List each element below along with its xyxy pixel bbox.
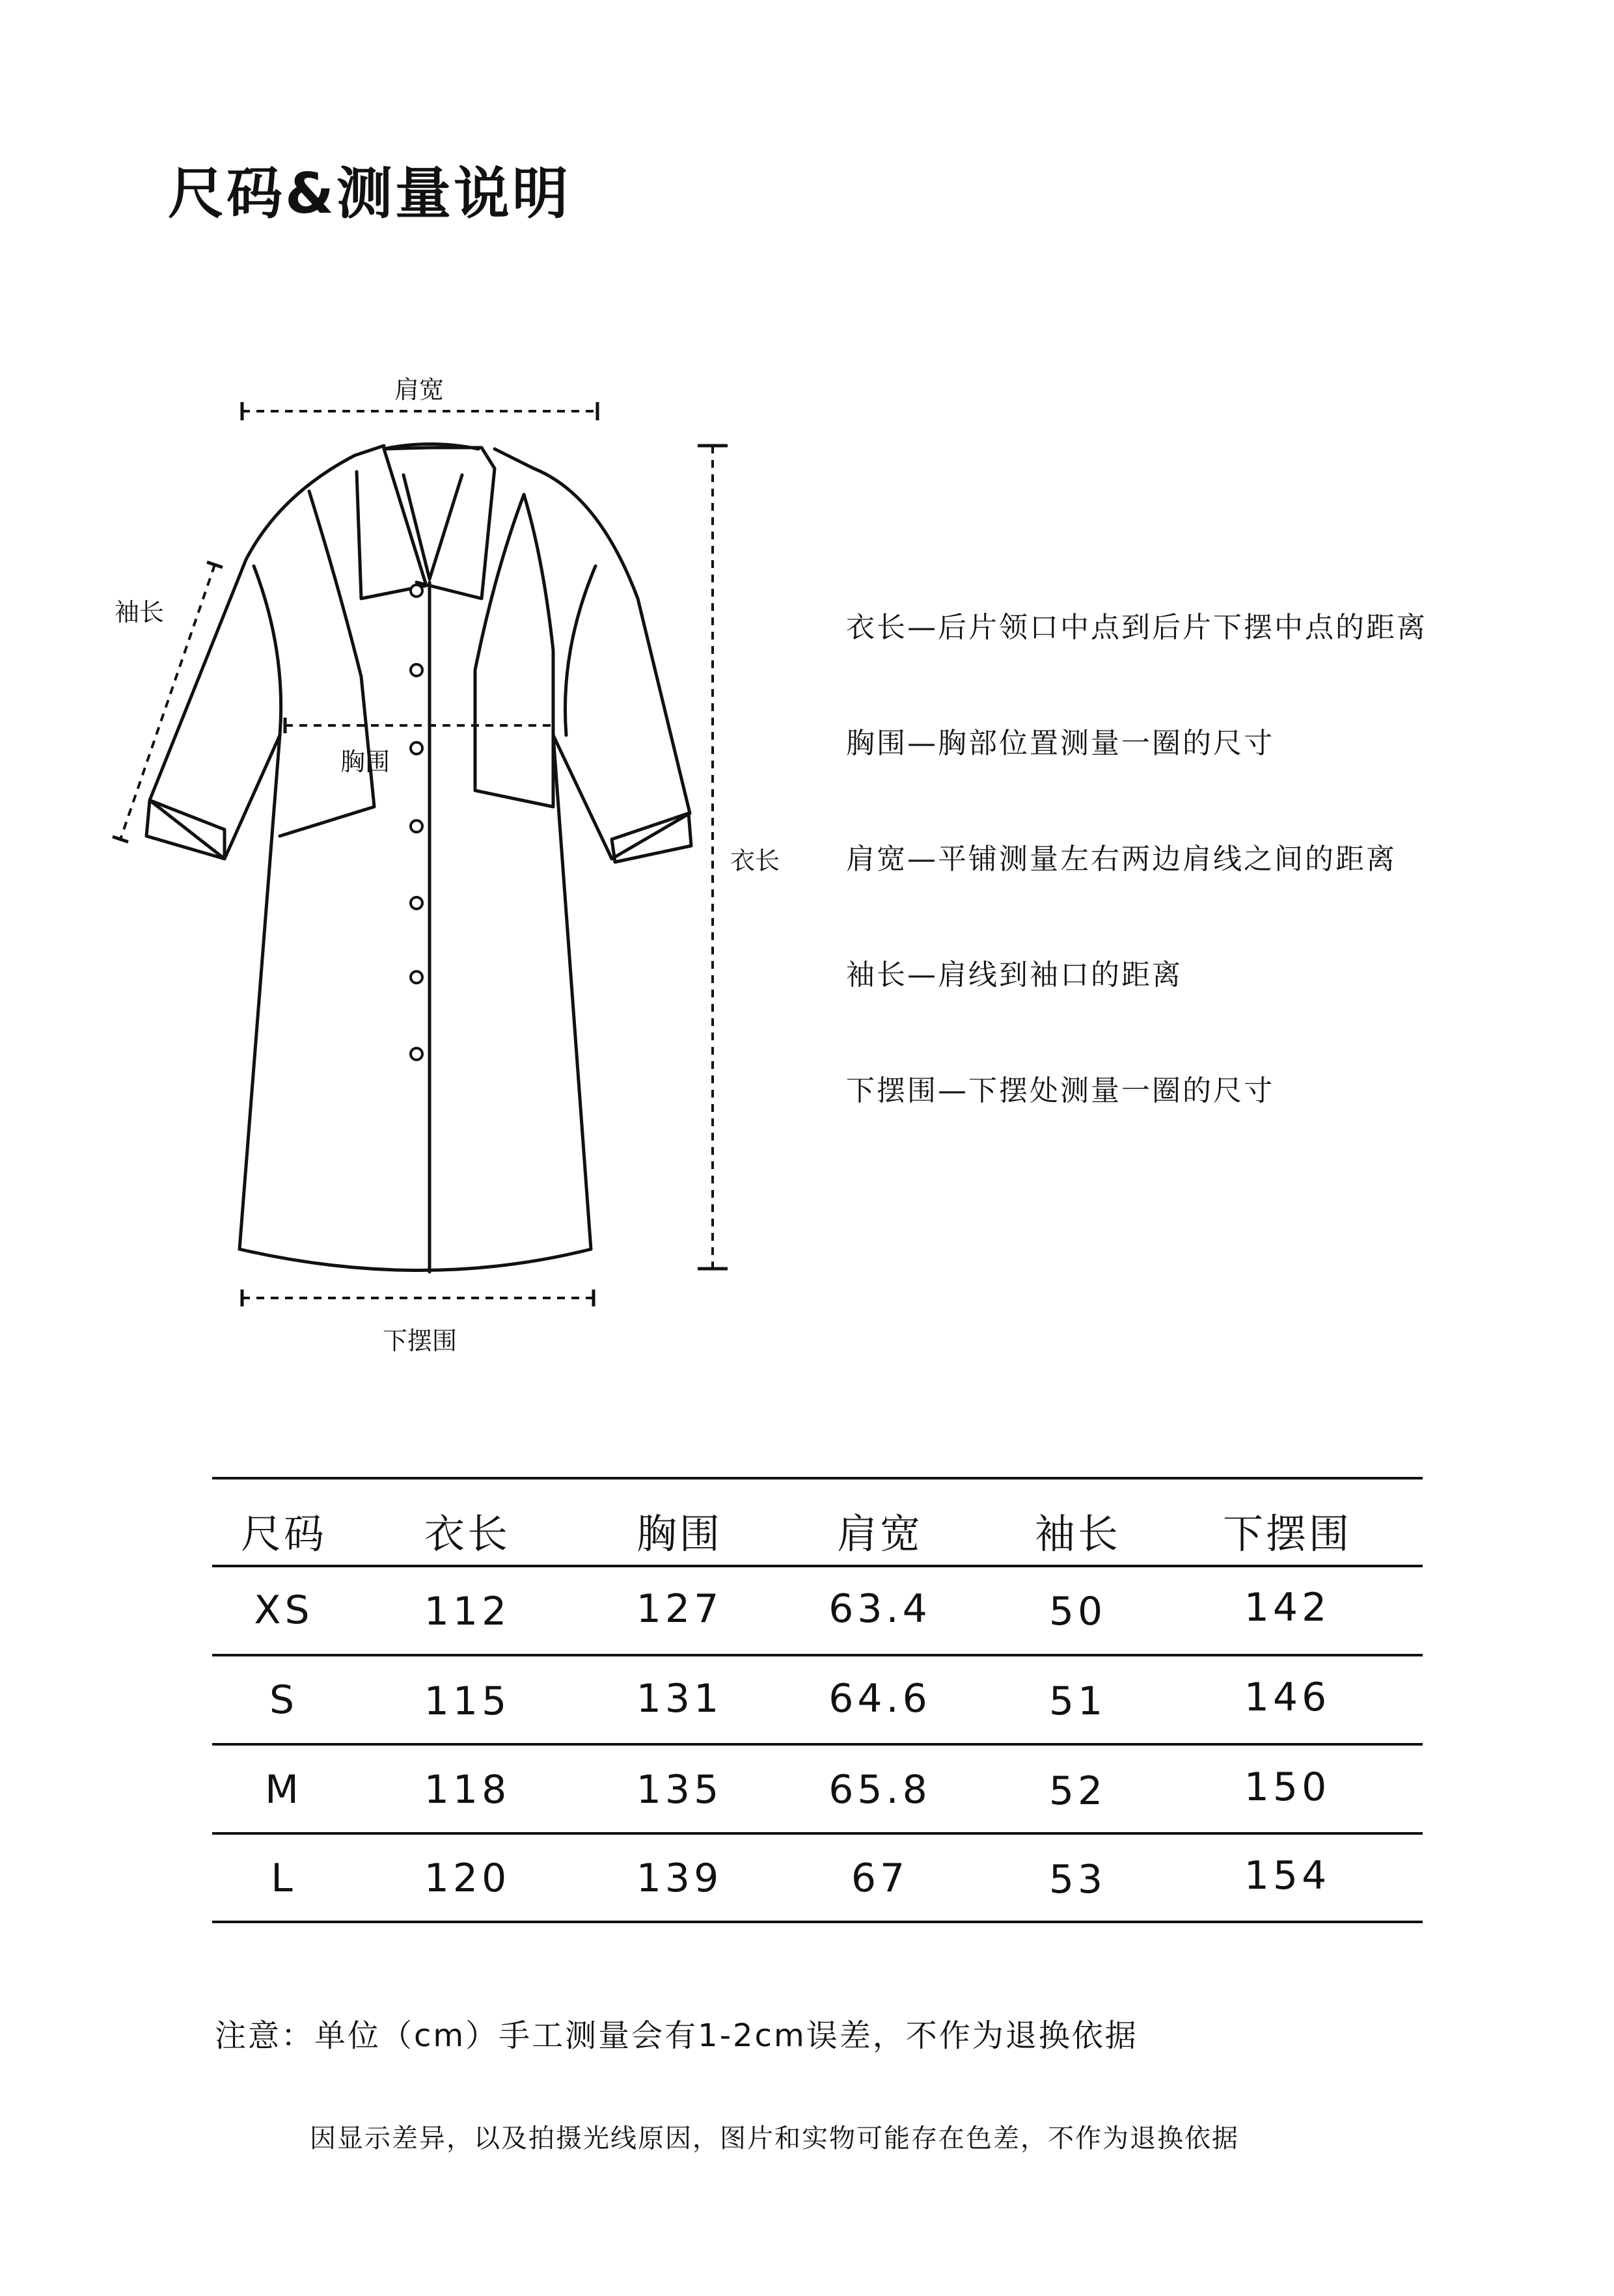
left-sleeve-seam	[254, 566, 281, 735]
description-chest: 胸围—胸部位置测量一圈的尺寸	[846, 727, 1274, 760]
cell-chest: 127	[636, 1586, 723, 1632]
description-sleeve: 袖长—肩线到袖口的距离	[846, 958, 1183, 992]
button-4	[411, 820, 422, 832]
header-hem: 下摆围	[1222, 1510, 1352, 1558]
collar-vneck	[404, 475, 462, 579]
button-2	[411, 664, 422, 676]
header-size: 尺码	[240, 1510, 327, 1558]
shoulder-label: 肩宽	[394, 375, 445, 404]
right-sleeve-seam	[565, 566, 595, 735]
cell-hem: 150	[1244, 1764, 1331, 1810]
button-7	[411, 1048, 422, 1060]
header-shoulder: 肩宽	[836, 1510, 923, 1558]
table-rule-header	[212, 1565, 1423, 1567]
cell-length: 115	[424, 1679, 511, 1724]
cell-shoulder: 63.4	[828, 1586, 931, 1632]
cell-chest: 131	[636, 1676, 723, 1722]
cell-shoulder: 65.8	[828, 1767, 931, 1813]
cell-sleeve: 51	[1048, 1679, 1107, 1724]
cell-hem: 146	[1244, 1675, 1331, 1720]
cell-chest: 139	[636, 1856, 723, 1901]
note-measurement-error: 注意：单位（cm）手工测量会有1-2cm误差，不作为退换依据	[215, 2018, 1138, 2054]
cell-size: L	[271, 1856, 297, 1901]
table-rule-bottom	[212, 1921, 1423, 1923]
length-label: 衣长	[730, 846, 780, 875]
cell-sleeve: 52	[1048, 1768, 1107, 1814]
description-hem: 下摆围—下摆处测量一圈的尺寸	[846, 1074, 1274, 1107]
table-rule-row	[212, 1832, 1423, 1835]
cell-chest: 135	[636, 1767, 723, 1813]
button-5	[411, 897, 422, 909]
header-length: 衣长	[424, 1510, 510, 1558]
header-chest: 胸围	[636, 1510, 722, 1558]
cell-size: S	[269, 1677, 299, 1723]
table-rule-top	[212, 1477, 1423, 1479]
table-rule-row	[212, 1654, 1423, 1656]
description-shoulder: 肩宽—平铺测量左右两边肩线之间的距离	[846, 843, 1397, 876]
hem-label: 下摆围	[383, 1327, 458, 1355]
page-title: 尺码&测量说明	[168, 161, 571, 226]
chest-label: 胸围	[340, 748, 390, 776]
note-color-difference: 因显示差异，以及拍摄光线原因，图片和实物可能存在色差，不作为退换依据	[310, 2124, 1239, 2154]
cell-sleeve: 53	[1048, 1857, 1107, 1902]
button-3	[411, 742, 422, 754]
cell-length: 112	[424, 1589, 511, 1634]
cell-size: M	[265, 1767, 303, 1813]
button-6	[411, 971, 422, 983]
description-length: 衣长—后片领口中点到后片下摆中点的距离	[846, 611, 1427, 644]
cell-hem: 154	[1244, 1853, 1331, 1898]
cell-hem: 142	[1244, 1585, 1331, 1630]
collar-outline	[357, 448, 495, 599]
header-sleeve: 袖长	[1034, 1510, 1121, 1558]
sleeve-label: 袖长	[115, 598, 165, 627]
table-rule-row	[212, 1743, 1423, 1746]
cell-shoulder: 64.6	[828, 1676, 931, 1722]
button-1	[411, 585, 422, 597]
cell-size: XS	[254, 1587, 314, 1633]
cell-length: 120	[424, 1856, 511, 1901]
cell-shoulder: 67	[851, 1856, 909, 1901]
cell-sleeve: 50	[1048, 1589, 1107, 1634]
cell-length: 118	[424, 1767, 511, 1813]
